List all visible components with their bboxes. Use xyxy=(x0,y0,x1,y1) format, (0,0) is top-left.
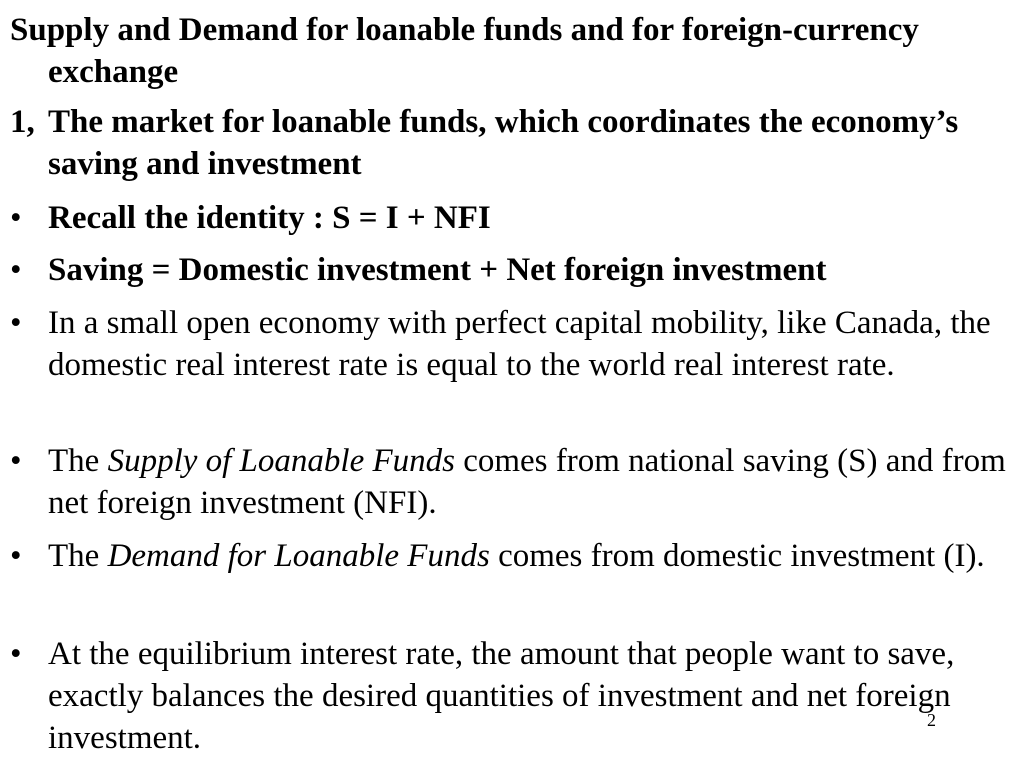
slide-title: Supply and Demand for loanable funds and for foreign-currency exchange xyxy=(10,12,919,90)
bullet-item xyxy=(10,535,1015,577)
bullet-text-post: comes from national saving (S) and from net foreign investment (NFI). xyxy=(48,443,1006,521)
bullet-item xyxy=(10,440,1015,524)
bullet-marker: • xyxy=(10,200,22,236)
section-text: The market for loanable funds, which coordinates the economy’s saving and investment xyxy=(48,104,959,182)
page-number: 2 xyxy=(927,710,936,730)
bullet-marker: • xyxy=(10,305,22,341)
bullet-marker: • xyxy=(10,443,22,479)
bullet-text: Recall the identity : S = I + NFI xyxy=(48,200,491,236)
bullet-marker: • xyxy=(10,252,22,288)
section-heading xyxy=(10,101,1015,185)
bullet-item xyxy=(10,302,1015,386)
bullet-text xyxy=(48,440,1015,524)
bullet-text: At the equilibrium interest rate, the amount that people want to save, exactly balances the desired quantities of investment and net foreign investment. xyxy=(48,636,955,756)
bullet-text-emphasis: Supply of Loanable Funds xyxy=(107,443,455,479)
bullet-item xyxy=(10,633,1015,759)
bullet-text-emphasis: Demand for Loanable Funds xyxy=(107,538,490,574)
bullet-marker: • xyxy=(10,636,22,672)
bullet-text-pre: The xyxy=(48,538,108,574)
bullet-item xyxy=(10,249,1015,291)
section-number: 1, xyxy=(10,104,35,140)
bullet-text: Saving = Domestic investment + Net foreign investment xyxy=(48,252,827,288)
bullet-text xyxy=(48,535,1015,577)
bullet-marker: • xyxy=(10,538,22,574)
bullet-text-post: comes from domestic investment (I). xyxy=(489,538,985,574)
bullet-text: In a small open economy with perfect capital mobility, like Canada, the domestic real interest rate is equal to the world real interest rate. xyxy=(48,305,991,383)
bullet-text-pre: The xyxy=(48,443,108,479)
bullet-item xyxy=(10,197,1015,239)
